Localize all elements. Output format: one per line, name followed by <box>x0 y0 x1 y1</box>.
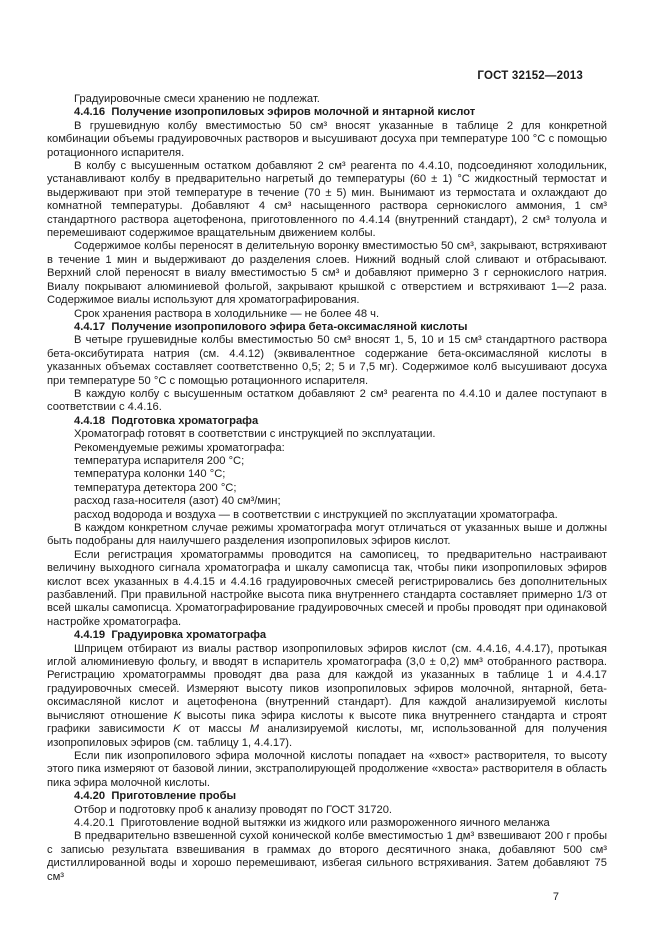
section-heading <box>47 790 607 803</box>
text-run: В колбу с высушенным остатком добавляют 2 см³ реагента по 4.4.10, подсоединяют холодильник, устанавливают колбу в предварительно нагретый до температуры (60 ± 1) °С жидкостный термостат и выдерживают при этой температуре в течение (70 ± 5) мин. Вынимают из термостата и охлаждают до комнатной температуры. Добавляют 4 см³ насыщенного раствора сернокислого аммония, 1 см³ стандартного раствора ацетофенона, приготовленного по 4.4.14 (внутренний стандарт), 2 см³ толуола и перемешивают содержимое вращательным движением колбы. <box>47 160 607 240</box>
paragraph <box>47 522 607 549</box>
text-run: K <box>173 723 181 736</box>
text-run: расход газа-носителя (азот) 40 см³/мин; <box>74 495 281 508</box>
paragraph <box>47 428 607 441</box>
text-run: В грушевидную колбу вместимостью 50 см³ вносят указанные в таблице 2 для конкретной комбинации объемы градуировочных растворов и высушивают досуха при температуре 100 °С с помощью ротационного испарителя. <box>47 119 607 159</box>
paragraph <box>47 509 607 522</box>
paragraph <box>47 817 607 830</box>
text-run: 4.4.19 Градуировка хроматографа <box>74 629 267 642</box>
section-heading <box>47 106 607 119</box>
text-run: В каждом конкретном случае режимы хроматографа могут отличаться от указанных выше и должны быть подобраны для наилучшего разделения изопропиловых эфиров кислот. <box>47 522 607 548</box>
paragraph <box>47 830 607 884</box>
paragraph <box>47 549 607 629</box>
text-run: Шприцем отбирают из виалы раствор изопропиловых эфиров кислот (см. 4.4.16, 4.4.17), протыкая иглой алюминиевую фольгу, и вводят в испаритель хроматографа (3,0 ± 0,2) мм³ отобранного раствора. Регистрацию хроматограммы проводят два раза для каждой из указанных в таблице 1 и 4.4.17 градуировочных смесей. Измеряют высоту пиков изопропиловых эфиров молочной, янтарной, бета-оксимасляной кислот и ацетофенона (внутренний стандарт). Для каждой анализируемой кислоты вычисляют отношение <box>47 642 607 722</box>
paragraph <box>47 455 607 468</box>
text-run: 4.4.20 Приготовление пробы <box>74 790 237 803</box>
text-run: анализируемой кислоты, мг, использованной для получения изопропиловых эфиров (см. таблицу 1, 4.4.17). <box>47 723 608 749</box>
text-run: температура испарителя 200 °С; <box>74 454 245 467</box>
paragraph <box>47 308 607 321</box>
text-run: высоты пика эфира кислоты к высоте пика внутреннего стандарта и строят графики зависимости <box>47 709 608 736</box>
paragraph <box>47 120 607 160</box>
paragraph <box>47 442 607 455</box>
text-run: Содержимое колбы переносят в делительную воронку вместимостью 50 см³, закрывают, встряхивают в течение 1 мин и выдерживают до разделения слоев. Нижний водный слой сливают и отбрасывают. Верхний слой переносят в виалу вместимостью 5 см³ и добавляют примерно 3 г сернокислого натрия. Виалу покрывают алюминиевой фольгой, закрывают крышкой с отверстием и встряхивают 1—2 раза. Содержимое виалы используют для хроматографирования. <box>47 240 607 307</box>
text-run: В четыре грушевидные колбы вместимостью 50 см³ вносят 1, 5, 10 и 15 см³ стандартного раствора бета-оксибутирата натрия (см. 4.4.12) (эквивалентное содержание бета-оксимасляной кислоты в указанных объемах составляет соответственно 0,5; 2; 5 и 7,5 мг). Содержимое колб высушивают досуха при температуре 50 °С с помощью ротационного испарителя. <box>47 334 607 387</box>
standard-number-header: ГОСТ 32152—2013 <box>477 70 583 82</box>
text-run: M <box>249 723 260 736</box>
text-run: температура детектора 200 °С; <box>74 481 237 494</box>
text-run: Срок хранения раствора в холодильнике — не более 48 ч. <box>74 307 380 320</box>
paragraph <box>47 482 607 495</box>
text-run: В предварительно взвешенной сухой конической колбе вместимостью 1 дм³ взвешивают 200 г пробы с записью результата взвешивания в граммах до второго десятичного знака, добавляют 500 см³ дистиллированной воды и хорошо перемешивают, избегая сильного встряхивания. Затем добавляют 75 см³ <box>47 830 607 883</box>
text-run: В каждую колбу с высушенным остатком добавляют 2 см³ реагента по 4.4.10 и далее поступают в соответствии с 4.4.16. <box>47 387 607 414</box>
section-heading <box>47 629 607 642</box>
section-heading <box>47 415 607 428</box>
text-run: Отбор и подготовку проб к анализу проводят по ГОСТ 31720. <box>74 803 393 816</box>
paragraph <box>47 388 607 415</box>
paragraph <box>47 495 607 508</box>
section-heading <box>47 321 607 334</box>
paragraph <box>47 468 607 481</box>
paragraph <box>47 93 607 106</box>
text-run: 4.4.18 Подготовка хроматографа <box>74 414 259 427</box>
paragraph <box>47 750 607 790</box>
text-run: 4.4.20.1 Приготовление водной вытяжки из жидкого или размороженного яичного меланжа <box>74 816 550 829</box>
text-run: Рекомендуемые режимы хроматографа: <box>74 441 285 454</box>
paragraph <box>47 643 607 750</box>
text-run: Если регистрация хроматограммы проводится на самописец, то предварительно настраивают величину выходного сигнала хроматографа и шкалу самописца так, чтобы пики изопропиловых эфиров кислот всех указанных в 4.4.15 и 4.4.16 градуировочных смесей регистрировались без дополнительных разбавлений. При правильной настройке высота пика внутреннего стандарта составляет примерно 1/3 от всей шкалы самописца. Хроматографирование градуировочных смесей и пробы проводят при одинаковой настройке хроматографа. <box>47 548 607 628</box>
paragraph <box>47 160 607 240</box>
text-run: K <box>173 709 182 722</box>
text-run: 4.4.16 Получение изопропиловых эфиров молочной и янтарной кислот <box>74 106 476 119</box>
document-body <box>47 93 607 884</box>
text-run: температура колонки 140 °С; <box>74 468 226 481</box>
text-run: Если пик изопропилового эфира молочной кислоты попадает на «хвост» растворителя, то высоту этого пика измеряют от базовой линии, экстраполирующей продолжение «хвоста» растворителя в область пика эфира молочной кислоты. <box>47 749 607 789</box>
paragraph <box>47 334 607 388</box>
page-number: 7 <box>552 891 559 903</box>
paragraph <box>47 240 607 307</box>
text-run: Градуировочные смеси хранению не подлежат. <box>74 93 320 105</box>
text-run: Хроматограф готовят в соответствии с инструкцией по эксплуатации. <box>74 428 436 441</box>
paragraph <box>47 804 607 817</box>
text-run: 4.4.17 Получение изопропилового эфира бета-оксимасляной кислоты <box>74 320 468 333</box>
text-run: расход водорода и воздуха — в соответствии с инструкцией по эксплуатации хроматографа. <box>74 508 558 521</box>
text-run: от массы <box>180 723 250 736</box>
